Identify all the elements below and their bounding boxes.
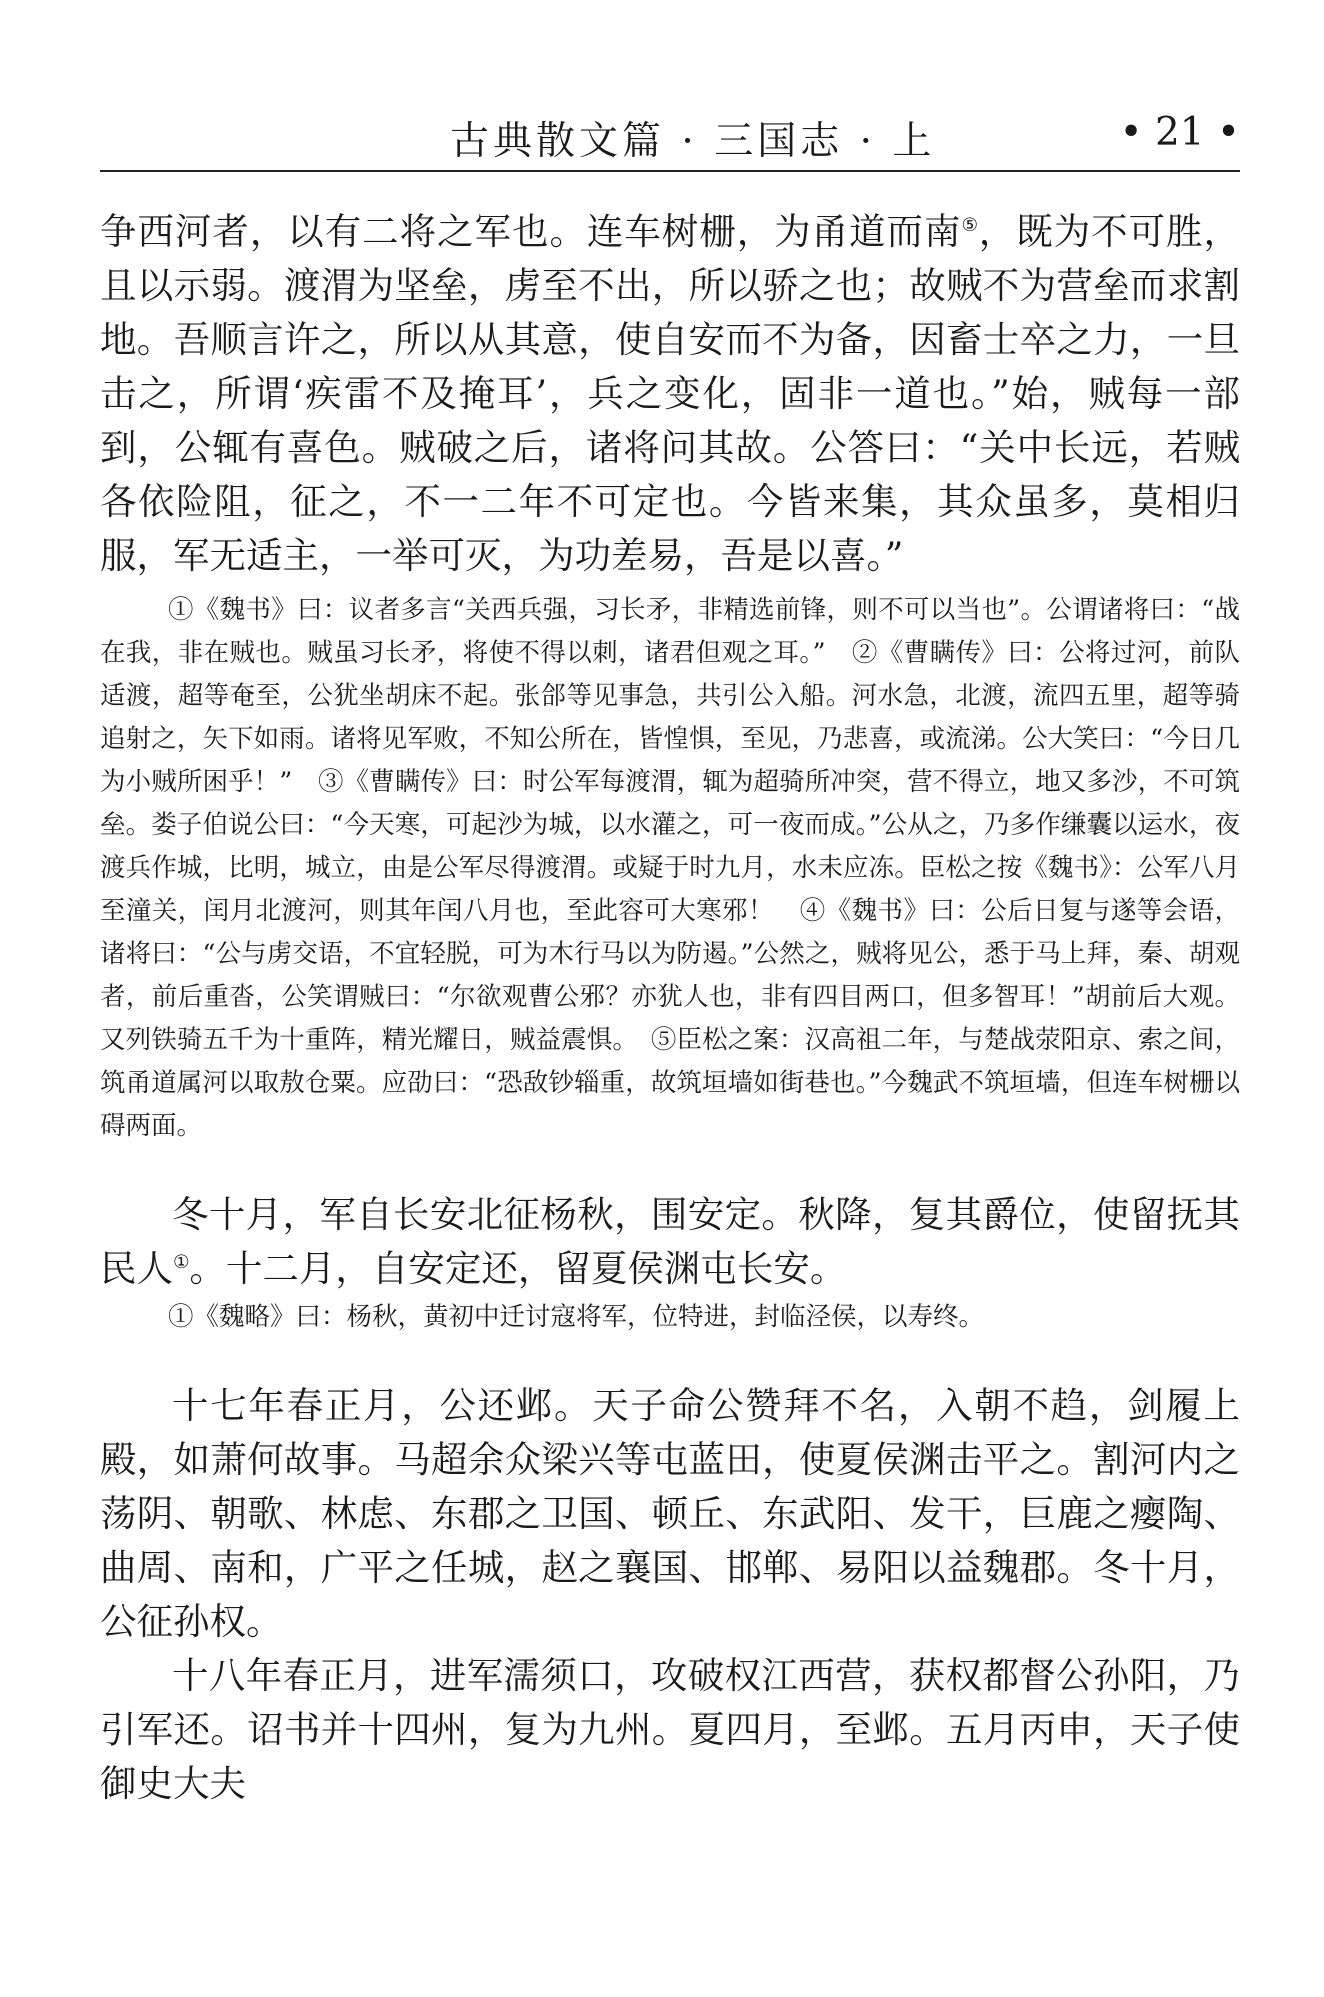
- paragraph-text: ，既为不可胜，且以示弱。渡渭为坚垒，虏至不出，所以骄之也；故贼不为营垒而求割地。吾顺言许之，所以从其意，使自安而不为备，因畜士卒之力，一旦击之，所谓‘疾雷不及掩耳’，兵之变化，固非一道也。”始，贼每一部到，公辄有喜色。贼破之后，诸将问其故。公答曰：“关中长远，若贼各依险阻，征之，不一二年不可定也。今皆来集，其众虽多，莫相归服，军无适主，一举可灭，为功差易，吾是以喜。”: [100, 210, 1241, 577]
- page-header: [100, 110, 1240, 176]
- running-title: 古典散文篇 · 三国志 · 上: [450, 119, 936, 164]
- paragraph-text: 争西河者，以有二将之军也。连车树栅，为甬道而南: [100, 210, 962, 253]
- page-number: • 21 •: [1119, 110, 1240, 155]
- footnote-ref: ⑤: [961, 214, 979, 236]
- annotation-block: ①《魏书》曰：议者多言“关西兵强，习长矛，非精选前锋，则不可以当也”。公谓诸将曰：“战在我，非在贼也。贼虽习长矛，将使不得以刺，诸君但观之耳。” ②《曹瞒传》曰：公将过河，前队适渡，超等奄至，公犹坐胡床不起。张郃等见事急，共引公入船。河水急，北渡，流四五里，超等骑追射之，矢下如雨。诸将见军败，不知公所在，皆惶惧，至见，乃悲喜，或流涕。公大笑曰：“今日几为小贼所困乎！” ③《曹瞒传》曰：时公军每渡渭，辄为超骑所冲突，营不得立，地又多沙，不可筑垒。娄子伯说公曰：“今天寒，可起沙为城，以水灌之，可一夜而成。”公从之，乃多作缣囊以运水，夜渡兵作城，比明，城立，由是公军尽得渡渭。或疑于时九月，水未应冻。臣松之按《魏书》：公军八月至潼关，闰月北渡河，则其年闰八月也，至此容可大寒邪！ ④《魏书》曰：公后日复与遂等会语，诸将曰：“公与虏交语，不宜轻脱，可为木行马以为防遏。”公然之，贼将见公，悉于马上拜，秦、胡观者，前后重沓，公笑谓贼曰：“尔欲观曹公邪？亦犹人也，非有四目两口，但多智耳！”胡前后大观。又列铁骑五千为十重阵，精光耀日，贼益震惧。 ⑤臣松之案：汉高祖二年，与楚战荥阳京、索之间，筑甬道属河以取敖仓粟。应劭曰：“恐敌钞辎重，故筑垣墙如街巷也。”今魏武不筑垣墙，但连车树栅以碍两面。: [100, 595, 1240, 1141]
- main-paragraph-continuation: [100, 205, 1240, 583]
- main-paragraph: [100, 1188, 1240, 1296]
- paragraph-text: 。十二月，自安定还，留夏侯渊屯长安。: [189, 1247, 847, 1290]
- footnote-ref: ①: [173, 1251, 190, 1273]
- header-rule: [100, 170, 1240, 172]
- annotation-block: ①《魏略》曰：杨秋，黄初中迁讨寇将军，位特进，封临泾侯，以寿终。: [168, 1302, 985, 1332]
- main-paragraph: 十七年春正月，公还邺。天子命公赞拜不名，入朝不趋，剑履上殿，如萧何故事。马超余众梁兴等屯蓝田，使夏侯渊击平之。割河内之荡阴、朝歌、林虑、东郡之卫国、顿丘、东武阳、发干，巨鹿之瘿陶、曲周、南和，广平之任城，赵之襄国、邯郸、易阳以益魏郡。冬十月，公征孙权。: [100, 1384, 1240, 1643]
- page-body: [100, 205, 1240, 1811]
- main-paragraph: 十八年春正月，进军濡须口，攻破权江西营，获权都督公孙阳，乃引军还。诏书并十四州，复为九州。夏四月，至邺。五月丙申，天子使御史大夫: [100, 1654, 1240, 1805]
- paragraph-text: 冬十月，军自长安北征杨秋，围安定。秋降，复其爵位，使留抚其民人: [100, 1193, 1240, 1290]
